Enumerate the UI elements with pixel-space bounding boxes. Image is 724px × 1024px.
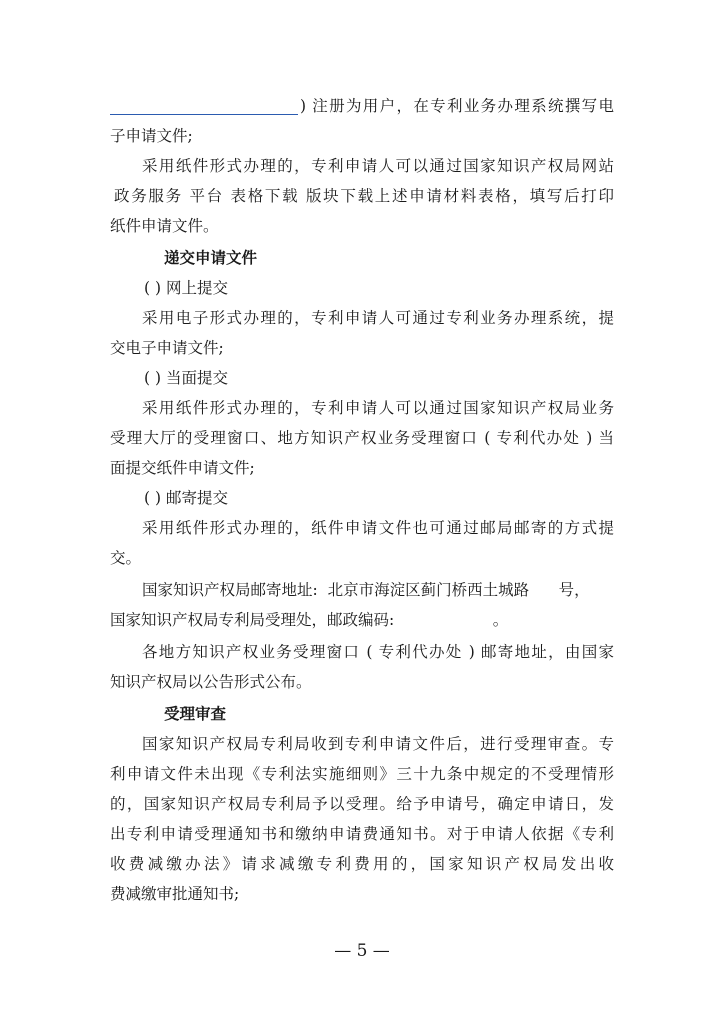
subheading-online: ( ) 网上提交 <box>144 279 228 297</box>
mailing-address-line: 国家知识产权局邮寄地址: 北京市海淀区蓟门桥西土城路 号， <box>142 581 590 599</box>
text-line-5: 纸件申请文件。 <box>110 217 219 235</box>
text-line-11: 采用纸件形式办理的，专利申请人可以通过国家知识产权局业务 <box>142 399 614 417</box>
section-heading-acceptance: 受理审查 <box>164 705 227 723</box>
text-line-2: 子申请文件; <box>110 127 193 145</box>
subheading-mail: ( ) 邮寄提交 <box>144 489 228 507</box>
text-line-27: 费减缴审批通知书; <box>110 885 240 903</box>
text-line-13: 面提交纸件申请文件; <box>110 459 255 477</box>
text-line-8: 采用电子形式办理的，专利申请人可通过专利业务办理系统，提 <box>142 309 614 327</box>
text-line-19: 各地方知识产权业务受理窗口 ( 专利代办处 ) 邮寄地址，由国家 <box>142 643 614 661</box>
page-number: — 5 — <box>334 941 390 961</box>
text-line-23: 利申请文件未出现《专利法实施细则》三十九条中规定的不受理情形 <box>110 765 614 783</box>
text-line-22: 国家知识产权局专利局收到专利申请文件后，进行受理审查。专 <box>142 735 614 753</box>
text-line-3: 采用纸件形式办理的，专利申请人可以通过国家知识产权局网站 <box>142 157 614 175</box>
section-heading-submit: 递交申请文件 <box>164 249 258 267</box>
text-line-16: 交。 <box>110 549 142 567</box>
text-line-9: 交电子申请文件; <box>110 339 224 357</box>
text-line-15: 采用纸件形式办理的，纸件申请文件也可通过邮局邮寄的方式提 <box>142 519 614 537</box>
text-line-4: 政务服务 平台 表格下载 版块下载上述申请材料表格，填写后打印 <box>114 187 614 205</box>
text-line-20: 知识产权局以公告形式公布。 <box>110 673 312 691</box>
fill-in-blank-underline <box>110 114 298 115</box>
subheading-in-person: ( ) 当面提交 <box>144 369 228 387</box>
text-line-12: 受理大厅的受理窗口、地方知识产权业务受理窗口 ( 专利代办处 ) 当 <box>110 429 614 447</box>
text-line-25: 出专利申请受理通知书和缴纳申请费通知书。对于申请人依据《专利 <box>110 825 614 843</box>
postal-code-line: 国家知识产权局专利局受理处，邮政编码: 。 <box>110 611 509 629</box>
text-line-1: ) 注册为用户，在专利业务办理系统撰写电 <box>300 97 614 115</box>
text-line-26: 收费减缴办法》请求减缴专利费用的，国家知识产权局发出收 <box>110 855 614 873</box>
text-line-24: 的，国家知识产权局专利局予以受理。给予申请号，确定申请日，发 <box>110 795 614 813</box>
